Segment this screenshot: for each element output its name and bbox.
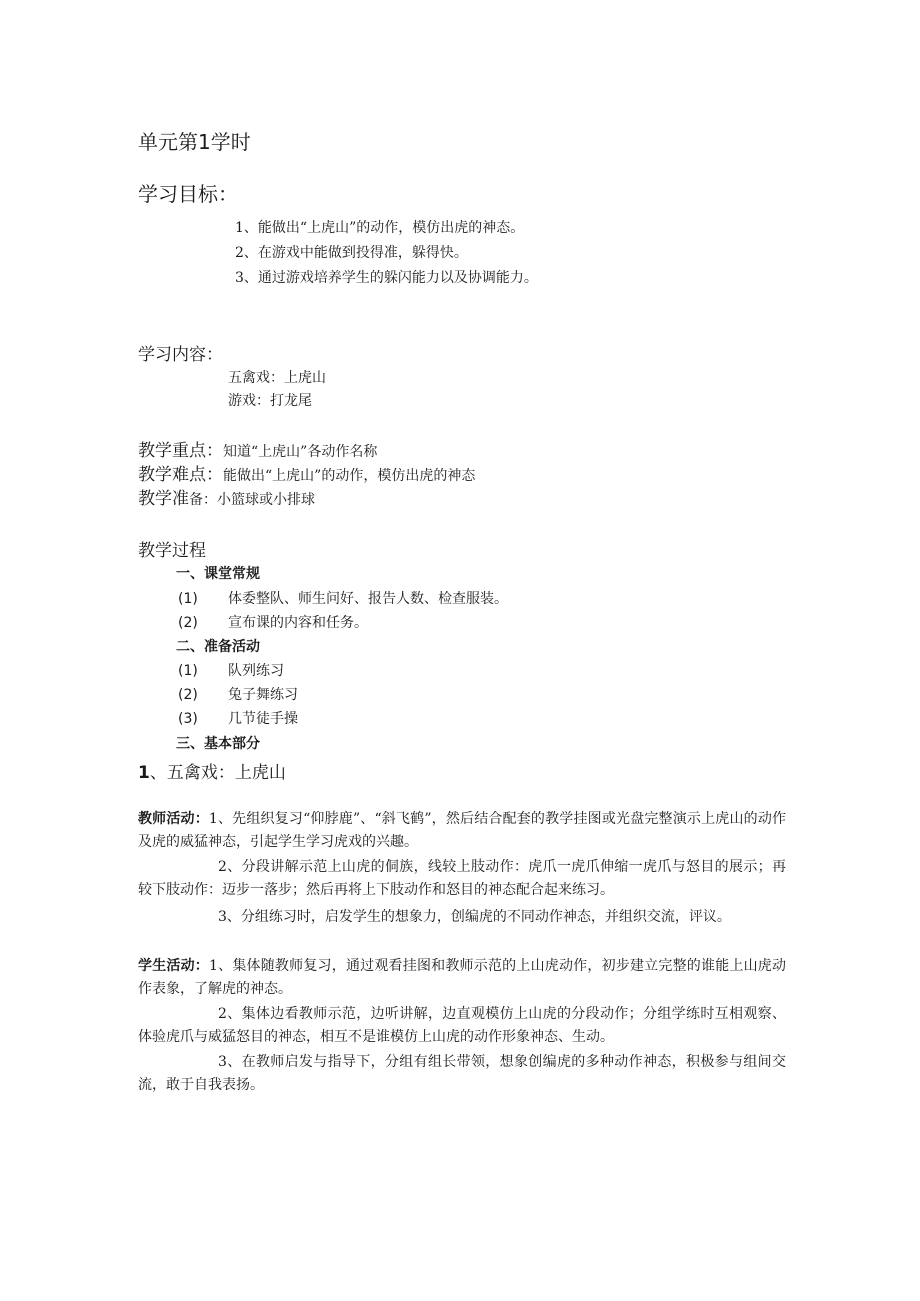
objectives-heading: 学习目标： [138, 182, 238, 206]
objective-item: 1、能做出“上虎山”的动作，模仿出虎的神态。 [235, 220, 525, 236]
teacher-activity-p3: 3、分组练习时，启发学生的想象力，创编虎的不同动作神态，并组织交流，评议。 [218, 909, 731, 925]
difficulty [138, 460, 475, 485]
key-point [138, 436, 377, 461]
teacher-activity-p2: 2、分段讲解示范上山虎的侗族，线较上肢动作：虎爪一虎爪伸缩一虎爪与怒目的展示；再较下肢动作：迈步一落步；然后再将上下肢动作和怒目的神态配合起来练习。 [138, 859, 786, 898]
content-item: 五禽戏：上虎山 [228, 370, 326, 386]
preparation-text: 小篮球或小排球 [217, 492, 315, 508]
list-item: (1) 队列练习 [178, 663, 284, 679]
preparation-label: 教学准 [138, 489, 189, 509]
part-title: 1、五禽戏：上虎山 [138, 763, 286, 783]
key-point-text: 知道“上虎山”各动作名称 [223, 444, 378, 460]
difficulty-label: 教学难点： [138, 465, 223, 485]
process-heading: 教学过程 [138, 541, 206, 561]
list-item: (3) 几节徒手操 [178, 711, 298, 727]
section-title: 二、准备活动 [176, 639, 260, 655]
preparation-label-small: 备： [189, 492, 217, 508]
student-activity-p2: 2、集体边看教师示范，边听讲解，边直观模仿上山虎的分段动作；分组学练时互相观察、体验虎爪与威猛怒目的神态，相互不是谁模仿上山虎的动作形象神态、生动。 [138, 1006, 786, 1045]
key-point-label: 教学重点： [138, 441, 223, 461]
list-item: (2) 兔子舞练习 [178, 687, 298, 703]
unit-title: 单元第1学时 [138, 130, 251, 154]
section-title: 一、课堂常规 [176, 566, 260, 582]
list-item: (1) 体委整队、师生问好、报告人数、检查服装。 [178, 591, 508, 607]
difficulty-text: 能做出“上虎山”的动作，模仿出虎的神态 [223, 468, 476, 484]
preparation [138, 484, 315, 509]
section-title: 三、基本部分 [176, 736, 260, 752]
objective-item: 3、通过游戏培养学生的躲闪能力以及协调能力。 [235, 270, 538, 286]
objective-item: 2、在游戏中能做到投得准，躲得快。 [235, 245, 468, 261]
student-activity-p1: 学生活动：1、集体随教师复习，通过观看挂图和教师示范的上山虎动作，初步建立完整的谁能上山虎动作表象，了解虎的神态。 [138, 958, 787, 997]
content-item: 游戏：打龙尾 [228, 393, 312, 409]
content-heading: 学习内容： [138, 345, 223, 365]
list-item: (2) 宣布课的内容和任务。 [178, 615, 368, 631]
teacher-activity-p1: 教师活动：1、先组织复习“仰脖鹿”、“斜飞鹤”，然后结合配套的教学挂图或光盘完整演示上虎山的动作及虎的威猛神态，引起学生学习虎戏的兴趣。 [138, 811, 786, 850]
student-activity-p3: 3、在教师启发与指导下，分组有组长带领，想象创编虎的多种动作神态，积极参与组间交流，敢于自我表扬。 [138, 1054, 786, 1093]
